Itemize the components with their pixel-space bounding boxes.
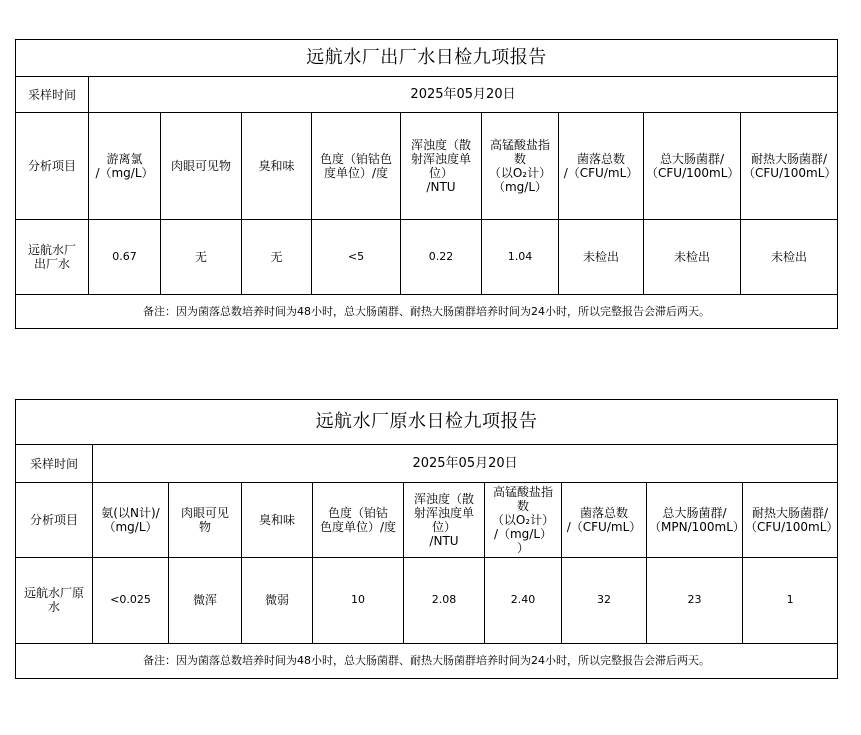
header-odor-taste: 臭和味 [242, 483, 313, 557]
header-total-coliforms: 总大肠菌群/ （MPN/100mL） [647, 483, 743, 557]
value-thermotolerant-coliforms: 1 [743, 557, 838, 643]
value-permanganate-index: 2.40 [485, 557, 562, 643]
header-color: 色度（铂钴 色度单位）/度 [313, 483, 404, 557]
analysis-item-label: 分析项目 [16, 483, 93, 557]
value-odor-taste: 微弱 [242, 557, 313, 643]
header-total-colonies: 菌落总数 /（CFU/mL） [559, 113, 644, 220]
report-title: 远航水厂出厂水日检九项报告 [16, 40, 838, 77]
value-total-colonies: 未检出 [559, 220, 644, 295]
outlet-water-report-table [15, 39, 838, 329]
header-turbidity: 浑浊度（散 射浑浊度单 位） /NTU [401, 113, 482, 220]
value-color: <5 [312, 220, 401, 295]
analysis-item-label: 分析项目 [16, 113, 89, 220]
value-total-coliforms: 23 [647, 557, 743, 643]
sampling-date: 2025年05月20日 [93, 445, 838, 483]
value-thermotolerant-coliforms: 未检出 [741, 220, 838, 295]
value-free-chlorine: 0.67 [89, 220, 161, 295]
data-row [16, 557, 838, 643]
sample-name: 远航水厂 出厂水 [16, 220, 89, 295]
value-total-coliforms: 未检出 [644, 220, 741, 295]
header-total-coliforms: 总大肠菌群/ （CFU/100mL） [644, 113, 741, 220]
header-turbidity: 浑浊度（散 射浑浊度单 位） /NTU [404, 483, 485, 557]
value-total-colonies: 32 [562, 557, 647, 643]
value-odor-taste: 无 [242, 220, 312, 295]
data-row [16, 220, 838, 295]
sampling-time-label: 采样时间 [16, 77, 89, 113]
header-row [16, 483, 838, 557]
header-visible-matter: 肉眼可见物 [161, 113, 242, 220]
header-ammonia-nitrogen: 氨(以N计)/ （mg/L） [93, 483, 169, 557]
raw-water-report-table [15, 399, 838, 679]
header-thermotolerant-coliforms: 耐热大肠菌群/ （CFU/100mL） [741, 113, 838, 220]
value-permanganate-index: 1.04 [482, 220, 559, 295]
header-permanganate-index: 高锰酸盐指 数 （以O₂计） （mg/L） [482, 113, 559, 220]
sampling-time-label: 采样时间 [16, 445, 93, 483]
value-turbidity: 2.08 [404, 557, 485, 643]
sample-name: 远航水厂原 水 [16, 557, 93, 643]
report-title: 远航水厂原水日检九项报告 [16, 400, 838, 445]
report-note: 备注：因为菌落总数培养时间为48小时，总大肠菌群、耐热大肠菌群培养时间为24小时，所以完整报告会滞后两天。 [16, 295, 838, 329]
value-visible-matter: 微浑 [169, 557, 242, 643]
header-permanganate-index: 高锰酸盐指 数 （以O₂计） /（mg/L） ） [485, 483, 562, 557]
value-visible-matter: 无 [161, 220, 242, 295]
header-row [16, 113, 838, 220]
header-free-chlorine: 游离氯 /（mg/L） [89, 113, 161, 220]
value-ammonia-nitrogen: <0.025 [93, 557, 169, 643]
header-thermotolerant-coliforms: 耐热大肠菌群/ （CFU/100mL） [743, 483, 838, 557]
report-note: 备注：因为菌落总数培养时间为48小时，总大肠菌群、耐热大肠菌群培养时间为24小时，所以完整报告会滞后两天。 [16, 643, 838, 678]
value-turbidity: 0.22 [401, 220, 482, 295]
header-odor-taste: 臭和味 [242, 113, 312, 220]
header-total-colonies: 菌落总数 /（CFU/mL） [562, 483, 647, 557]
header-visible-matter: 肉眼可见 物 [169, 483, 242, 557]
header-color: 色度（铂钴色 度单位）/度 [312, 113, 401, 220]
value-color: 10 [313, 557, 404, 643]
sampling-date: 2025年05月20日 [89, 77, 838, 113]
